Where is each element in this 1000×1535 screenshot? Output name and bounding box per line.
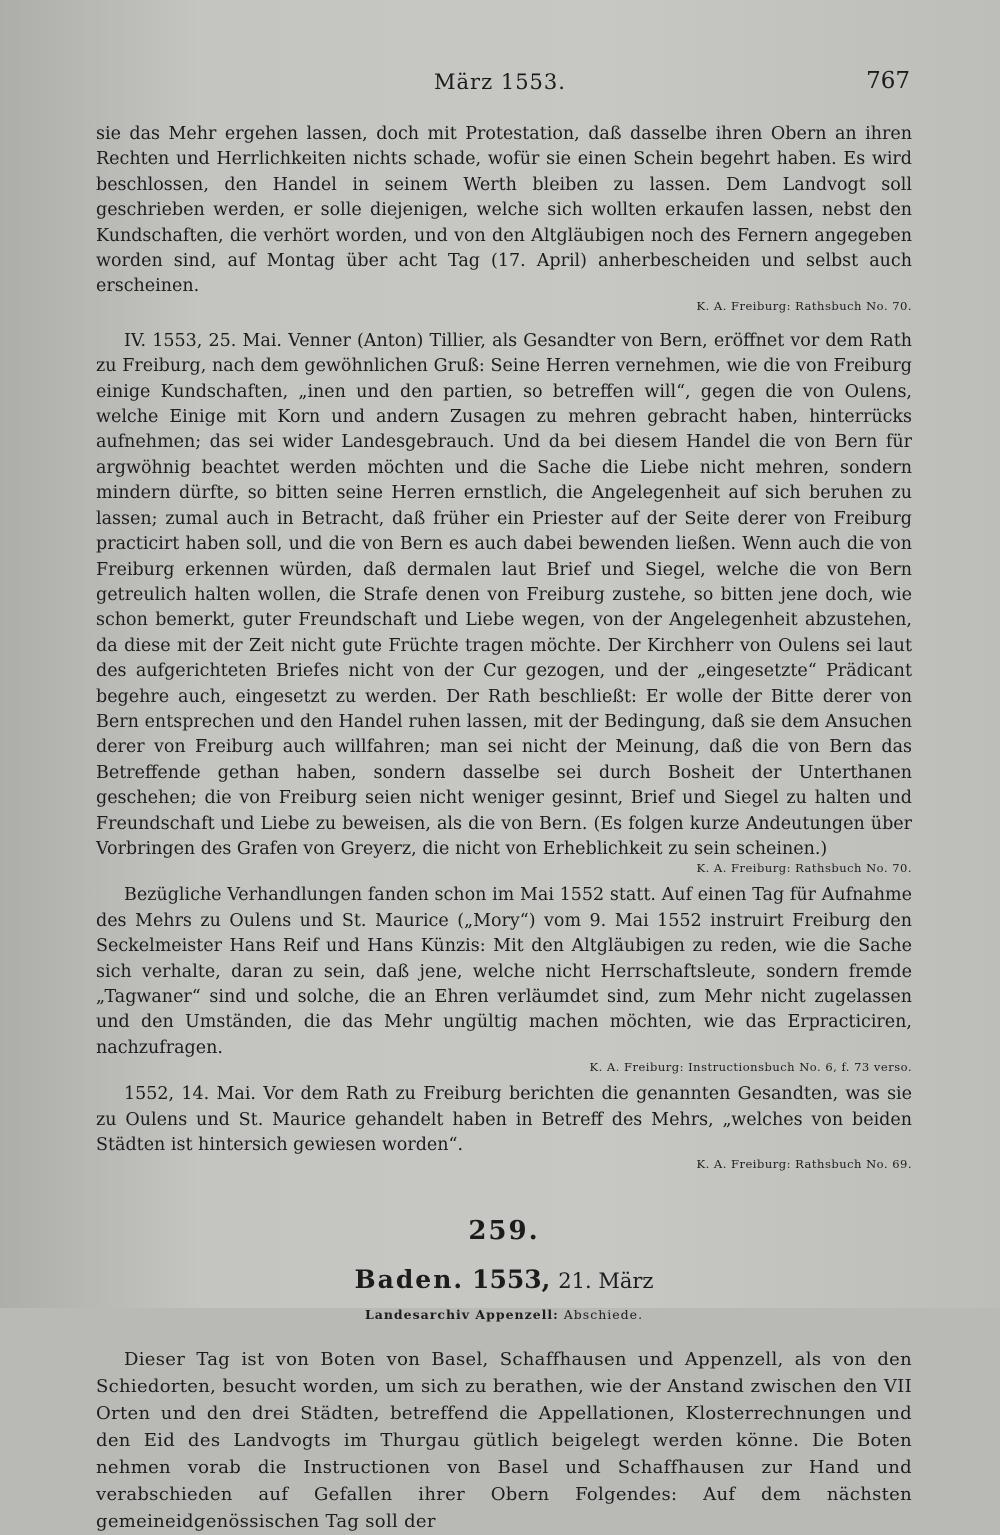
document-number: 259. bbox=[468, 1216, 540, 1247]
paragraph-1552-report: 1552, 14. Mai. Vor dem Rath zu Freiburg berichten die genannten Gesandten, was sie zu Oulens und St. Maurice gehandelt haben in Betreff des Mehrs, „welches von beiden Städten ist hintersich gewiesen worden“. bbox=[96, 1084, 912, 1156]
document-text: Dieser Tag ist von Boten von Basel, Schaffhausen und Appenzell, als von den Schiedorten, besucht worden, um sich zu berathen, wie der Anstand zwischen den VII Orten und den drei Städten, betreffend die Appellationen, Klosterrechnungen und den Eid des Landvogts im Thurgau gütlich beigelegt werden könne. Die Boten nehmen vorab die Instructionen von Basel und Schaffhausen zur Hand und verabschieden auf Gefallen ihrer Obern Folgendes: Auf dem nächsten gemeineidgenössischen Tag soll der bbox=[96, 1348, 912, 1532]
citation: K. A. Freiburg: Rathsbuch No. 70. bbox=[696, 298, 912, 313]
page-body bbox=[96, 122, 912, 1535]
running-title: März 1553. bbox=[434, 70, 566, 94]
document-year: 1553, bbox=[472, 1264, 551, 1294]
document-date: 21. März bbox=[558, 1268, 654, 1293]
citation: K. A. Freiburg: Instructionsbuch No. 6, f. 73 verso. bbox=[589, 1060, 912, 1075]
citation: K. A. Freiburg: Rathsbuch No. 70. bbox=[696, 861, 912, 876]
paragraph-related-negotiations: Bezügliche Verhandlungen fanden schon im Mai 1552 statt. Auf einen Tag für Aufnahme des Mehrs zu Oulens und St. Maurice („Mory“) vom 9. Mai 1552 instruirt Freiburg den Seckelmeister Hans Reif und Hans Künzis: Mit den Altgläubigen zu reden, wie die Sache sich verhalte, daran zu sein, daß jene, welche nicht Herrschaftsleute, sondern fremde „Tagwaner“ sind und solche, die an Ehren verläumdet sind, zum Mehr nicht zugelassen und den Umständen, die das Mehr ungültig machen möchten, wie das Erpracticiren, nachzufragen. bbox=[96, 885, 912, 1058]
document-place: Baden. bbox=[354, 1264, 465, 1294]
archive-name: Landesarchiv Appenzell: bbox=[364, 1307, 559, 1323]
citation: K. A. Freiburg: Rathsbuch No. 69. bbox=[696, 1157, 912, 1172]
archive-source bbox=[96, 1302, 912, 1327]
page-header bbox=[90, 70, 910, 104]
paragraph-section-iv: IV. 1553, 25. Mai. Venner (Anton) Tillier, als Gesandter von Bern, eröffnet vor dem Rath zu Freiburg, nach dem gewöhnlichen Gruß: Seine Herren vernehmen, wie die von Freiburg einige Kundschaften, „inen und den partien, so betreffen will“, gegen die von Oulens, welche Einige mit Korn und andern Zusagen zu mehren gebracht haben, hinterrücks aufnehmen; das sei wider Landesgebrauch. Und da bei diesem Handel die von Bern für argwöhnig beachtet werden möchten und die Sache die Liebe nicht mehren, sondern mindern dürfte, so bitten seine Herren ernstlich, die Angelegenheit auf sich beruhen zu lassen; zumal auch in Betracht, daß früher ein Priester auf der Seite derer von Freiburg practicirt haben soll, und die von Bern es auch dabei bewenden ließen. Wenn auch die von Freiburg erkennen würden, daß dermalen laut Brief und Siegel, welche die von Bern getreulich halten wollen, die Strafe denen von Freiburg zustehe, so bitten jene doch, wie schon bemerkt, guter Freundschaft und Liebe wegen, von der Angelegenheit abzustehen, da diese mit der Zeit nicht gute Früchte tragen möchte. Der Kirchherr von Oulens sei laut des aufgerichteten Briefes nicht von der Cur gezogen, und der „eingesetzte“ Prädicant begehre auch, eingesetzt zu werden. Der Rath beschließt: Er wolle der Bitte derer von Bern entsprechen und den Handel ruhen lassen, mit der Bedingung, daß sie dem Ansuchen derer von Freiburg auch willfahren; man sei nicht der Meinung, daß die von Bern das Betreffende gethan haben, sondern dasselbe sei durch Bosheit der Unterthanen geschehen; die von Freiburg seien nicht weniger gesinnt, Brief und Siegel zu halten und Freundschaft und Liebe zu beweisen, als die von Bern. (Es folgen kurze Andeutungen über Vorbringen des Grafen von Greyerz, die nicht von Erheblichkeit zu sein scheinen.) bbox=[96, 330, 912, 859]
document-heading bbox=[96, 1264, 912, 1294]
paragraph-continuation: sie das Mehr ergehen lassen, doch mit Protestation, daß dasselbe ihren Obern an ihren Rechten und Herrlichkeiten nichts schade, wofür sie einen Schein begehrt haben. Es wird beschlossen, den Handel in seinem Werth bleiben zu lassen. Dem Landvogt soll geschrieben werden, er solle diejenigen, welche sich wollten erkaufen lassen, nebst den Kundschaften, die verhört worden, und von den Altgläubigen noch des Fernern angegeben worden sind, auf Montag über acht Tag (17. April) anherbescheiden und selbst auch erscheinen. bbox=[96, 124, 912, 297]
archive-collection: Abschiede. bbox=[563, 1307, 644, 1323]
page-number: 767 bbox=[866, 68, 910, 94]
